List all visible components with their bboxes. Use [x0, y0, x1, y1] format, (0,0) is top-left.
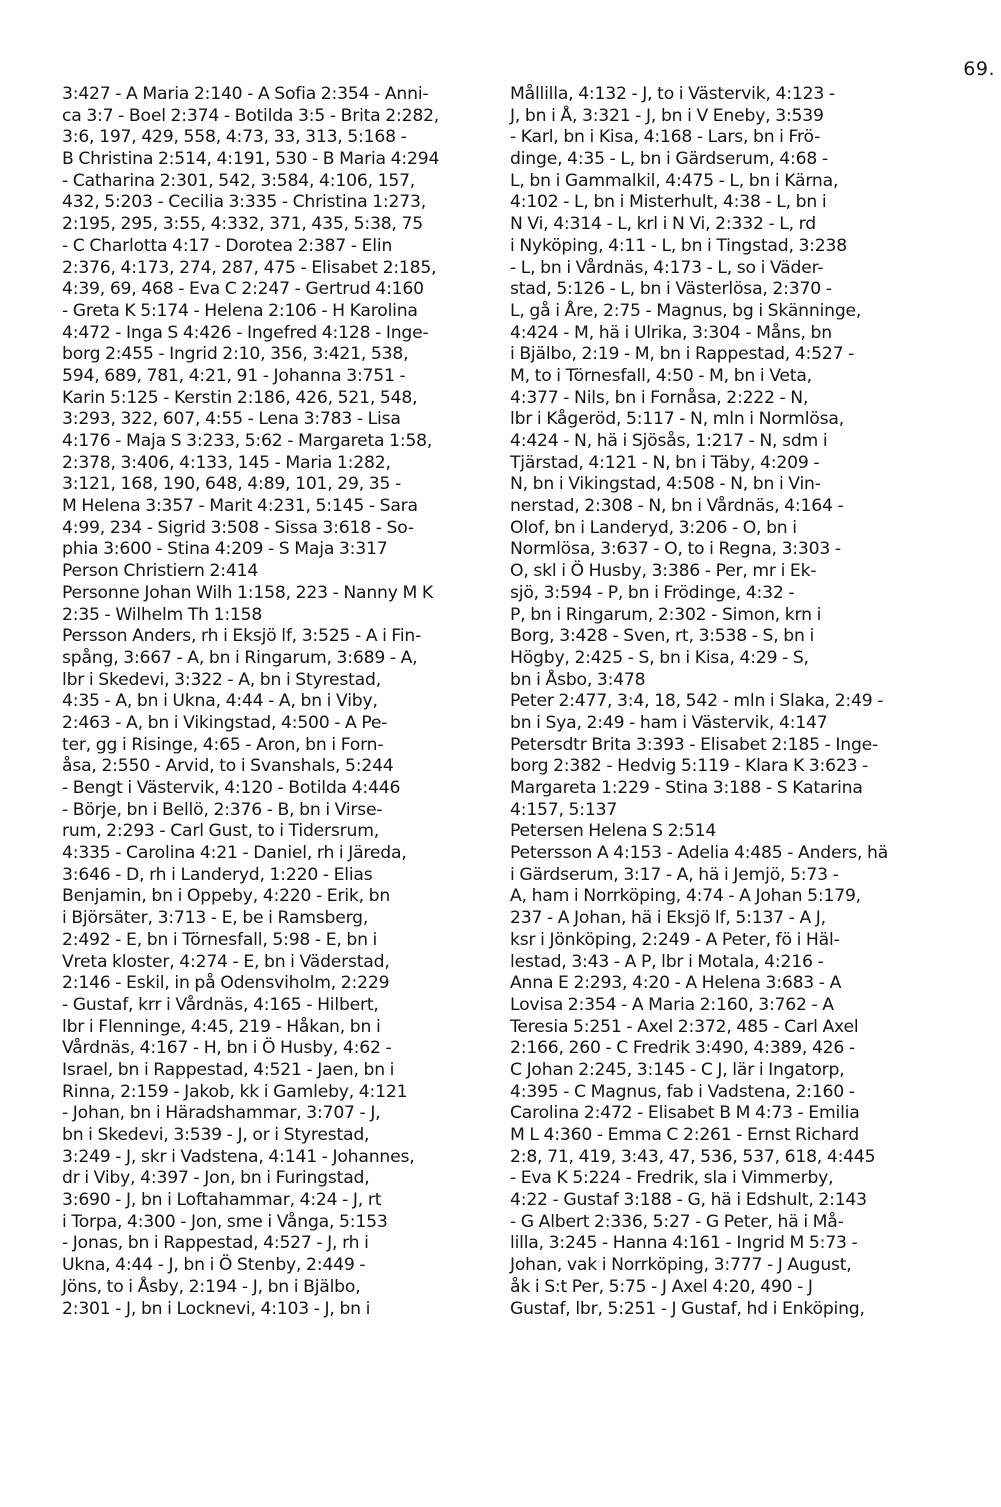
index-line: lbr i Flenninge, 4:45, 219 - Håkan, bn i	[62, 1016, 381, 1037]
index-line: Petersen Helena S 2:514	[510, 821, 717, 842]
index-line: 4:22 - Gustaf 3:188 - G, hä i Edshult, 2:143	[510, 1190, 867, 1211]
index-line: - Bengt i Västervik, 4:120 - Botilda 4:446	[62, 778, 401, 798]
index-line: Karin 5:125 - Kerstin 2:186, 426, 521, 548,	[62, 387, 418, 408]
index-line: lilla, 3:245 - Hanna 4:161 - Ingrid M 5:73 -	[510, 1233, 858, 1254]
index-line: N, bn i Vikingstad, 4:508 - N, bn i Vin-	[510, 474, 821, 495]
index-line: lbr i Skedevi, 3:322 - A, bn i Styrestad,	[62, 669, 381, 690]
index-line: Petersdtr Brita 3:393 - Elisabet 2:185 - Inge-	[510, 734, 879, 755]
index-line: 4:102 - L, bn i Misterhult, 4:38 - L, bn i	[510, 192, 827, 213]
index-line: 4:424 - N, hä i Sjösås, 1:217 - N, sdm i	[510, 431, 828, 451]
index-line: 4:157, 5:137	[510, 799, 618, 820]
index-line: 4:377 - Nils, bn i Fornåsa, 2:222 - N,	[510, 387, 809, 408]
index-line: Teresia 5:251 - Axel 2:372, 485 - Carl Axel	[510, 1016, 859, 1037]
index-line: Israel, bn i Rappestad, 4:521 - Jaen, bn i	[62, 1059, 395, 1080]
index-line: - C Charlotta 4:17 - Dorotea 2:387 - Elin	[62, 235, 393, 256]
index-line: Anna E 2:293, 4:20 - A Helena 3:683 - A	[510, 973, 842, 994]
index-line: 4:395 - C Magnus, fab i Vadstena, 2:160 -	[510, 1081, 855, 1102]
index-line: 2:378, 3:406, 4:133, 145 - Maria 1:282,	[62, 452, 391, 473]
index-line: - L, bn i Vårdnäs, 4:173 - L, so i Väder-	[510, 257, 824, 278]
index-line: O, skl i Ö Husby, 3:386 - Per, mr i Ek-	[510, 561, 817, 582]
index-line: Person Christiern 2:414	[62, 561, 259, 582]
index-line: stad, 5:126 - L, bn i Västerlösa, 2:370 -	[510, 279, 832, 300]
index-line: 4:99, 234 - Sigrid 3:508 - Sissa 3:618 - So-	[62, 517, 414, 538]
index-line: L, bn i Gammalkil, 4:475 - L, bn i Kärna,	[510, 170, 839, 191]
index-line: 237 - A Johan, hä i Eksjö lf, 5:137 - A J,	[510, 908, 826, 929]
index-line: i Nyköping, 4:11 - L, bn i Tingstad, 3:238	[510, 235, 848, 256]
index-line: 3:6, 197, 429, 558, 4:73, 33, 313, 5:168 -	[62, 127, 407, 148]
index-line: Borg, 3:428 - Sven, rt, 3:538 - S, bn i	[510, 626, 815, 647]
index-line: M L 4:360 - Emma C 2:261 - Ernst Richard	[510, 1125, 859, 1145]
index-line: 4:335 - Carolina 4:21 - Daniel, rh i Järeda,	[62, 843, 407, 864]
index-line: Högby, 2:425 - S, bn i Kisa, 4:29 - S,	[510, 647, 809, 668]
index-line: N Vi, 4:314 - L, krl i N Vi, 2:332 - L, rd	[510, 214, 816, 235]
index-line: lbr i Kågeröd, 5:117 - N, mln i Normlösa,	[510, 409, 844, 430]
index-line: - Catharina 2:301, 542, 3:584, 4:106, 157,	[62, 170, 416, 191]
index-line: Lovisa 2:354 - A Maria 2:160, 3:762 - A	[510, 994, 834, 1015]
index-line: Personne Johan Wilh 1:158, 223 - Nanny M K	[62, 582, 433, 603]
index-line: dr i Viby, 4:397 - Jon, bn i Furingstad,	[62, 1168, 370, 1189]
index-line: lestad, 3:43 - A P, lbr i Motala, 4:216 -	[510, 951, 824, 972]
index-line: 2:35 - Wilhelm Th 1:158	[62, 604, 263, 625]
index-line: ter, gg i Risinge, 4:65 - Aron, bn i Forn-	[62, 734, 384, 755]
index-line: Persson Anders, rh i Eksjö lf, 3:525 - A i Fin-	[62, 626, 422, 647]
index-line: bn i Skedevi, 3:539 - J, or i Styrestad,	[62, 1125, 370, 1145]
index-line: - Johan, bn i Häradshammar, 3:707 - J,	[62, 1103, 381, 1124]
index-line: 2:146 - Eskil, in på Odensviholm, 2:229	[62, 973, 390, 994]
index-line: ksr i Jönköping, 2:249 - A Peter, fö i Häl-	[510, 929, 840, 950]
index-line: Ukna, 4:44 - J, bn i Ö Stenby, 2:449 -	[62, 1255, 366, 1276]
index-line: 2:463 - A, bn i Vikingstad, 4:500 - A Pe-	[62, 712, 388, 733]
index-line: i Björsäter, 3:713 - E, be i Ramsberg,	[62, 908, 369, 929]
index-line: - G Albert 2:336, 5:27 - G Peter, hä i Må-	[510, 1211, 844, 1232]
index-line: 2:376, 4:173, 274, 287, 475 - Elisabet 2:185,	[62, 257, 437, 278]
index-line: dinge, 4:35 - L, bn i Gärdserum, 4:68 -	[510, 149, 828, 170]
index-line: Johan, vak i Norrköping, 3:777 - J August,	[510, 1255, 852, 1276]
index-line: Petersson A 4:153 - Adelia 4:485 - Anders, hä	[510, 843, 889, 864]
index-line: 2:8, 71, 419, 3:43, 47, 536, 537, 618, 4:445	[510, 1146, 876, 1167]
index-line: L, gå i Åre, 2:75 - Magnus, bg i Skänninge,	[510, 300, 862, 321]
index-line: borg 2:455 - Ingrid 2:10, 356, 3:421, 538,	[62, 344, 409, 365]
index-line: spång, 3:667 - A, bn i Ringarum, 3:689 - A,	[62, 647, 418, 668]
index-line: Mållilla, 4:132 - J, to i Västervik, 4:123 -	[510, 84, 835, 104]
index-line: Jöns, to i Åsby, 2:194 - J, bn i Bjälbo,	[62, 1276, 361, 1297]
index-line: Margareta 1:229 - Stina 3:188 - S Katarina	[510, 778, 863, 798]
index-line: Vreta kloster, 4:274 - E, bn i Väderstad,	[62, 951, 390, 972]
index-line: åsa, 2:550 - Arvid, to i Svanshals, 5:244	[62, 756, 394, 777]
index-line: 3:646 - D, rh i Landeryd, 1:220 - Elias	[62, 864, 373, 885]
index-line: Gustaf, lbr, 5:251 - J Gustaf, hd i Enköping,	[510, 1298, 865, 1319]
index-line: Vårdnäs, 4:167 - H, bn i Ö Husby, 4:62 -	[62, 1038, 392, 1059]
index-line: Rinna, 2:159 - Jakob, kk i Gamleby, 4:121	[62, 1081, 408, 1102]
index-line: B Christina 2:514, 4:191, 530 - B Maria 4:294	[62, 149, 440, 170]
index-line: Peter 2:477, 3:4, 18, 542 - mln i Slaka, 2:49 -	[510, 691, 884, 712]
index-line: - Eva K 5:224 - Fredrik, sla i Vimmerby,	[510, 1168, 834, 1189]
index-line: nerstad, 2:308 - N, bn i Vårdnäs, 4:164 -	[510, 496, 844, 517]
right-column	[510, 84, 940, 1320]
index-line: 4:176 - Maja S 3:233, 5:62 - Margareta 1:58,	[62, 431, 433, 451]
index-line: - Karl, bn i Kisa, 4:168 - Lars, bn i Frö-	[510, 127, 821, 148]
index-line: bn i Åsbo, 3:478	[510, 669, 646, 690]
index-line: 4:35 - A, bn i Ukna, 4:44 - A, bn i Viby,	[62, 691, 378, 712]
index-line: 594, 689, 781, 4:21, 91 - Johanna 3:751 -	[62, 365, 406, 386]
index-line: Normlösa, 3:637 - O, to i Regna, 3:303 -	[510, 539, 841, 560]
index-line: sjö, 3:594 - P, bn i Frödinge, 4:32 -	[510, 582, 795, 603]
index-line: 2:301 - J, bn i Locknevi, 4:103 - J, bn i	[62, 1298, 371, 1319]
index-line: Carolina 2:472 - Elisabet B M 4:73 - Emilia	[510, 1103, 860, 1124]
index-line: 4:472 - Inga S 4:426 - Ingefred 4:128 - Inge-	[62, 322, 429, 343]
page-number: 69.	[963, 58, 995, 80]
index-line: åk i S:t Per, 5:75 - J Axel 4:20, 490 - J	[510, 1276, 813, 1297]
index-line: 2:195, 295, 3:55, 4:332, 371, 435, 5:38, 75	[62, 214, 423, 235]
index-line: ca 3:7 - Boel 2:374 - Botilda 3:5 - Brita 2:282,	[62, 105, 440, 126]
index-line: - Greta K 5:174 - Helena 2:106 - H Karolina	[62, 300, 418, 321]
index-line: i Torpa, 4:300 - Jon, sme i Vånga, 5:153	[62, 1211, 388, 1232]
index-line: 2:166, 260 - C Fredrik 3:490, 4:389, 426 -	[510, 1038, 855, 1059]
index-line: 3:249 - J, skr i Vadstena, 4:141 - Johannes,	[62, 1146, 415, 1167]
index-line: 2:492 - E, bn i Törnesfall, 5:98 - E, bn i	[62, 929, 378, 950]
index-line: 4:424 - M, hä i Ulrika, 3:304 - Måns, bn	[510, 322, 832, 343]
index-line: Olof, bn i Landeryd, 3:206 - O, bn i	[510, 517, 797, 538]
index-line: i Bjälbo, 2:19 - M, bn i Rappestad, 4:527 -	[510, 344, 855, 365]
index-line: 432, 5:203 - Cecilia 3:335 - Christina 1:273,	[62, 192, 426, 213]
index-line: M Helena 3:357 - Marit 4:231, 5:145 - Sara	[62, 496, 418, 517]
index-line: C Johan 2:245, 3:145 - C J, lär i Ingatorp,	[510, 1059, 845, 1080]
index-line: borg 2:382 - Hedvig 5:119 - Klara K 3:623 -	[510, 756, 869, 777]
index-line: - Jonas, bn i Rappestad, 4:527 - J, rh i	[62, 1233, 369, 1254]
index-line: J, bn i Å, 3:321 - J, bn i V Eneby, 3:539	[510, 105, 824, 126]
index-line: 3:293, 322, 607, 4:55 - Lena 3:783 - Lisa	[62, 409, 401, 430]
index-line: 4:39, 69, 468 - Eva C 2:247 - Gertrud 4:160	[62, 279, 424, 300]
index-line: - Börje, bn i Bellö, 2:376 - B, bn i Virse-	[62, 799, 383, 820]
index-line: 3:690 - J, bn i Loftahammar, 4:24 - J, rt	[62, 1190, 382, 1211]
index-line: Benjamin, bn i Oppeby, 4:220 - Erik, bn	[62, 886, 391, 907]
index-line: M, to i Törnesfall, 4:50 - M, bn i Veta,	[510, 365, 812, 386]
index-line: 3:121, 168, 190, 648, 4:89, 101, 29, 35 -	[62, 474, 402, 495]
index-line: - Gustaf, krr i Vårdnäs, 4:165 - Hilbert,	[62, 994, 379, 1015]
left-column	[62, 84, 494, 1320]
index-line: Tjärstad, 4:121 - N, bn i Täby, 4:209 -	[510, 452, 820, 473]
index-line: A, ham i Norrköping, 4:74 - A Johan 5:179,	[510, 886, 861, 907]
index-line: rum, 2:293 - Carl Gust, to i Tidersrum,	[62, 821, 380, 842]
index-line: P, bn i Ringarum, 2:302 - Simon, krn i	[510, 604, 822, 625]
index-line: phia 3:600 - Stina 4:209 - S Maja 3:317	[62, 539, 388, 560]
index-line: 3:427 - A Maria 2:140 - A Sofia 2:354 - Anni-	[62, 84, 429, 104]
index-line: bn i Sya, 2:49 - ham i Västervik, 4:147	[510, 712, 828, 733]
index-line: i Gärdserum, 3:17 - A, hä i Jemjö, 5:73 -	[510, 864, 839, 885]
